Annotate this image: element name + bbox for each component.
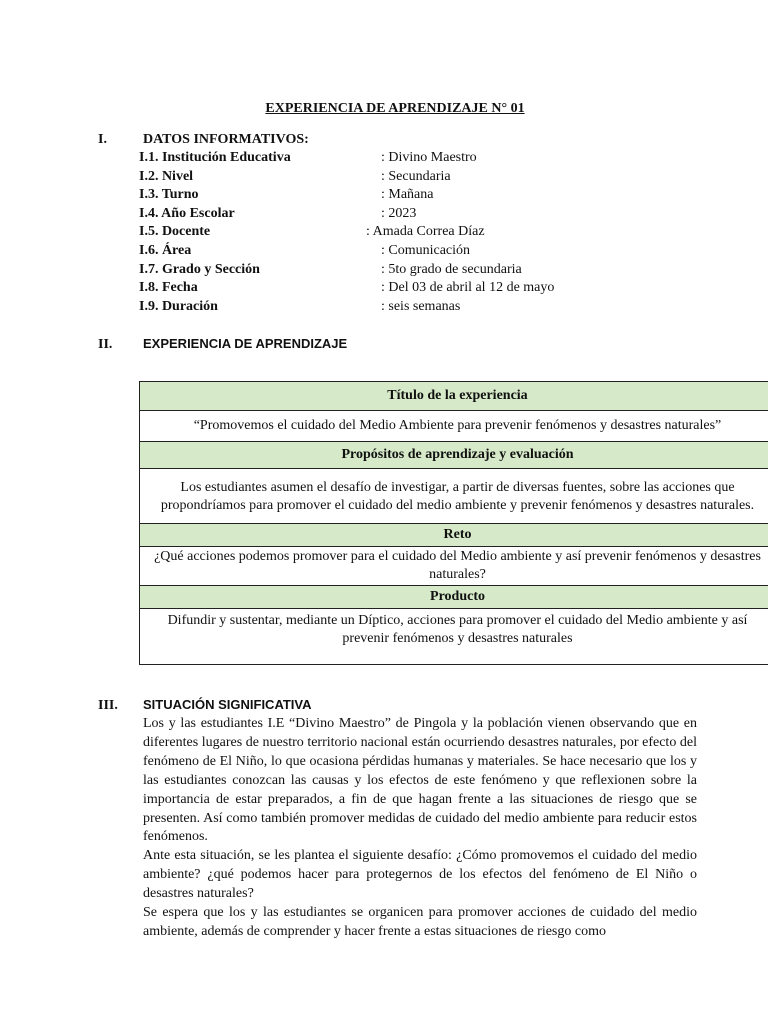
titulo-cell: “Promovemos el cuidado del Medio Ambiente para prevenir fenómenos y desastres naturales” xyxy=(140,411,768,442)
section-1-heading xyxy=(98,131,309,148)
datos-informativos-list xyxy=(139,149,659,316)
info-row-institucion xyxy=(139,149,659,168)
table-row xyxy=(140,469,768,524)
info-label: I.5. Docente xyxy=(139,224,211,240)
info-row-docente xyxy=(139,223,659,242)
reto-header-cell: Reto xyxy=(140,524,768,547)
producto-cell: Difundir y sustentar, mediante un Díptico, acciones para promover el cuidado del Medio ambiente y así prevenir fenómenos y desastres naturales xyxy=(140,609,768,665)
info-value: : seis semanas xyxy=(381,298,461,314)
paragraph: Ante esta situación, se les plantea el siguiente desafío: ¿Cómo promovemos el cuidado del medio ambiente? ¿qué podemos hacer para protegernos de los efectos del fenómeno de El Niño o desastres naturales? xyxy=(143,848,697,902)
section-1-number: I. xyxy=(98,132,107,147)
section-2-number: II. xyxy=(98,337,113,352)
section-3-title: SITUACIÓN SIGNIFICATIVA xyxy=(143,697,312,712)
section-3-heading xyxy=(98,697,312,714)
info-value: : 5to grado de secundaria xyxy=(381,261,522,277)
reto-cell: ¿Qué acciones podemos promover para el cuidado del Medio ambiente y así prevenir fenómenos y desastres naturales? xyxy=(140,547,768,586)
situacion-significativa-body xyxy=(143,715,697,942)
table-row xyxy=(140,609,768,665)
info-value: : 2023 xyxy=(381,205,417,221)
propositos-header-cell: Propósitos de aprendizaje y evaluación xyxy=(140,442,768,469)
info-label: I.7. Grado y Sección xyxy=(139,261,260,277)
experiencia-table xyxy=(139,381,768,665)
section-2-title: EXPERIENCIA DE APRENDIZAJE xyxy=(143,336,348,351)
info-value: : Secundaria xyxy=(381,168,451,184)
info-row-nivel xyxy=(139,168,659,187)
titulo-header-cell: Título de la experiencia xyxy=(140,382,768,411)
info-row-fecha xyxy=(139,279,659,298)
table-row xyxy=(140,586,768,609)
info-row-grado xyxy=(139,261,659,280)
table-row xyxy=(140,547,768,586)
section-2-heading xyxy=(98,336,347,353)
info-value: : Mañana xyxy=(381,187,434,203)
table-row xyxy=(140,442,768,469)
producto-header-cell: Producto xyxy=(140,586,768,609)
table-row xyxy=(140,411,768,442)
info-label: I.3. Turno xyxy=(139,187,199,203)
paragraph: Se espera que los y las estudiantes se organicen para promover acciones de cuidado del medio ambiente, además de comprender y hacer frente a estas situaciones de riesgo como xyxy=(143,905,697,939)
info-row-turno xyxy=(139,186,659,205)
section-3-number: III. xyxy=(98,698,118,713)
info-value: : Del 03 de abril al 12 de mayo xyxy=(381,280,555,296)
section-1-title: DATOS INFORMATIVOS: xyxy=(143,132,309,147)
info-label: I.1. Institución Educativa xyxy=(139,150,291,165)
info-value: : Divino Maestro xyxy=(381,150,477,165)
table-row xyxy=(140,382,768,411)
info-row-area xyxy=(139,242,659,261)
info-label: I.6. Área xyxy=(139,242,192,258)
document-title: EXPERIENCIA DE APRENDIZAJE N° 01 xyxy=(265,101,525,116)
info-label: I.4. Año Escolar xyxy=(139,205,235,221)
info-value: : Amada Correa Díaz xyxy=(366,224,485,240)
info-row-anio xyxy=(139,205,659,224)
table-row xyxy=(140,524,768,547)
info-label: I.2. Nivel xyxy=(139,168,194,184)
paragraph: Los y las estudiantes I.E “Divino Maestro” de Pingola y la población vienen observando que en diferentes lugares de nuestro territorio nacional están ocurriendo desastres naturales, por efecto del fenómeno de El Niño, lo que ocasiona pérdidas humanas y materiales. Se hace necesario que los y las estudiantes conozcan las causas y los efectos de este fenómeno y que reflexionen sobre la importancia de estar preparados, a fin de que hagan frente a las situaciones de riesgo que se presenten. Así como también promover medidas de cuidado del medio ambiente para reducir estos fenómenos. xyxy=(143,716,697,845)
info-label: I.9. Duración xyxy=(139,298,218,314)
propositos-cell: Los estudiantes asumen el desafío de investigar, a partir de diversas fuentes, sobre las acciones que propondríamos para promover el cuidado del medio ambiente y prevenir fenómenos y desastres naturales. xyxy=(140,469,768,524)
info-label: I.8. Fecha xyxy=(139,280,198,296)
info-value: : Comunicación xyxy=(381,242,471,258)
info-row-duracion xyxy=(139,298,659,317)
